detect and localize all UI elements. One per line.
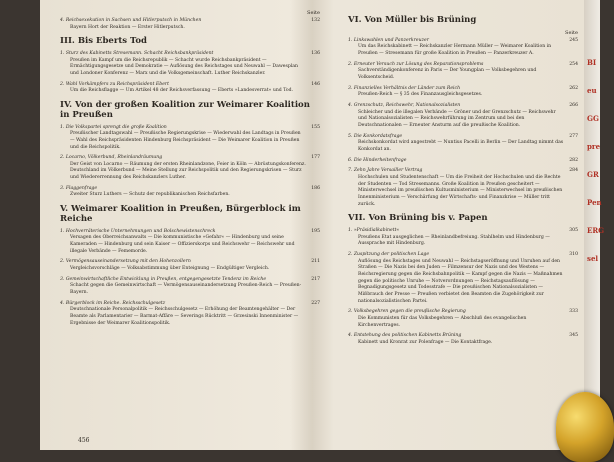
- left-page: [60, 10, 320, 446]
- entry-page: 195: [311, 228, 320, 234]
- gold-ring-object: [556, 392, 614, 462]
- entry-page: 136: [311, 51, 320, 57]
- chapter-heading: III. Bis Eberts Tod: [60, 36, 147, 47]
- edge-text-fragment: ERG: [587, 226, 605, 235]
- entry-page: 217: [311, 276, 320, 282]
- entry-description: Auflösung des Reichstages und Neuwahl — Reichstagseröffnung und Unruhen auf den Straßen — Die Nazis bei den Juden — Filmzensur der Nazis und des Westens — Reichsregierung gegen die Reichsbahnpolitik — Kampf gegen die Nazis — Maßnahmen gegen die politische Unruhe — Notverordnungen — Reichstagsauflösung — Begnadigungsgesetz und Todesstrafe — Die preußischen Nationalsozialisten — Mißbrauch der Presse — Preußen verbietet den Beamten die Zugehörigkeit zur nationalsozialistischen Partei.: [358, 258, 563, 304]
- toc-entry: [348, 62, 578, 82]
- chapter-heading: IV. Von der großen Koalition zur Weimarer Koalition in Preußen: [60, 100, 310, 120]
- left-page-number: 456: [78, 437, 90, 444]
- entry-page: 282: [569, 157, 578, 163]
- toc-entry: [348, 38, 578, 58]
- toc-entry: [348, 158, 578, 165]
- toc-entry: [348, 333, 578, 346]
- toc-entry: [348, 103, 578, 130]
- entry-title: 2. Vermögensauseinandersetzung mit den Hohenzollern: [60, 259, 191, 265]
- entry-title: 6. Die Hinderheitenfrage: [348, 157, 407, 163]
- toc-entry: [60, 301, 320, 328]
- entry-description: Hochschulen und Studentenschaft — Um die Freiheit der Hochschulen und die Rechte der Studenten — Tod Stresemanns. Große Koalition in Preußen gescheitert — Ministerwechsel im preußischen Kultusministerium — Ministerwechsel im preußischen Innenministerium — Verschärfung der Wirtschafts- und Finanzkrise — Müller tritt zurück.: [358, 174, 563, 207]
- entry-description: Sachverständigenkonferenz in Paris — Der Youngplan — Volksbegehren und Volksentscheid.: [358, 68, 537, 81]
- entry-page: 211: [311, 259, 320, 265]
- entry-page: 284: [569, 168, 578, 174]
- entry-title: 7. Zehn Jahre Versailler Vertrag: [348, 168, 423, 174]
- entry-description: Um das Reichskabinett — Reichskanzler Hermann Müller — Weimarer Koalition in Preußen — Stresemann für große Koalition in Preußen — Panzerkreuzer A.: [358, 44, 552, 57]
- book-spread: [40, 0, 584, 450]
- entry-title: 2. Wahl Vorkämpfers zu Reichspräsident Ebert: [60, 81, 169, 87]
- entry-page: 132: [311, 18, 320, 23]
- entry-description: Preußen-Reich — § 35 des Finanzausgleichsgesetzes.: [358, 92, 483, 98]
- entry-page: 186: [311, 185, 320, 191]
- entry-description: Versagen des Oberreichsanwalts — Die kommunistische »Gefahr« — Hindenburg und seine Kameraden — Hindenburg und sein Kaiser — Offizierskorps und Reichswehr — Reichswehr und illegale Verbände — Fememorde.: [70, 235, 295, 254]
- entry-description: Zweiter Sturz Luthers — Schutz der republikanischen Reichsfarben.: [70, 192, 230, 198]
- entry-title: 3. Gemeinwirtschaftliche Entwicklung in Preußen, entgegengesetzte Tendenz im Reiche: [60, 276, 267, 282]
- entry-page: 266: [569, 103, 578, 109]
- entry-title: 2. Zuspitzung der politischen Lage: [348, 251, 430, 257]
- entry-description: Bayern Hort der Reaktion — Erster Hitlerputsch.: [70, 24, 185, 30]
- entry-title: 1. »Präsidialkabinett«: [348, 227, 400, 233]
- right-page: [348, 10, 578, 446]
- entry-description: Schacht gegen die Gemeinwirtschaft — Vermögensauseinandersetzung Preußen-Reich — Preußen-Bayern.: [70, 283, 302, 295]
- toc-entry: [60, 155, 320, 182]
- entry-description: Deutschnationale Personalpolitik — Reichsschulgesetz — Erhöhung der Beamtengehälter — Der Beamte als Parlamentarier — Barmat-Affäre — Severings Rücktritt — Grzesinski Innenminister — Ergebnisse der Weimarer Koalitionspolitik.: [70, 307, 299, 326]
- entry-page: 310: [569, 251, 578, 257]
- entry-title: 1. Die Volkspartei sprengt die große Koalition: [60, 124, 167, 130]
- adjacent-book-edge: [584, 0, 600, 450]
- edge-text-fragment: sel: [587, 254, 599, 263]
- toc-entry: [348, 228, 578, 248]
- toc-entry: [60, 82, 320, 95]
- edge-text-fragment: GG: [587, 114, 599, 123]
- entry-title: 5. Die Konkordatsfrage: [348, 133, 403, 139]
- entry-page: 254: [569, 61, 578, 67]
- toc-entry: [348, 134, 578, 154]
- entry-page: 245: [569, 37, 578, 43]
- seite-label: Seite: [307, 10, 320, 16]
- seite-label: Seite: [565, 29, 578, 36]
- entry-description: Vergleichsvorschläge — Volksabstimmung über Enteignung — Endgültiger Vergleich.: [70, 265, 270, 271]
- entry-description: Der Geist von Locarno — Räumung der ersten Rheinlandzone, Feier in Köln — Abrüstungskonferenz. Deutschland im Völkerbund — Meine Stellung zur Reichspolitik und den Regierungskrisen — Sturz und Wiedererrennung des Reichskanzlers Luther.: [70, 161, 306, 181]
- entry-title: 2. Locarno, Völkerbund, Rheinlandräumung: [60, 155, 163, 161]
- entry-title: 3. Flaggenfrage: [60, 185, 98, 191]
- toc-entry: [60, 259, 320, 272]
- toc-entry: [348, 309, 578, 329]
- toc-entry: [60, 125, 320, 152]
- entry-page: 177: [311, 155, 320, 161]
- entry-title: 1. Hochverräterische Unternehmungen und Bolschewistenschreck: [60, 228, 216, 234]
- entry-page: 146: [311, 81, 320, 87]
- entry-title: 4. Bürgerblock im Reiche. Reichsschulgesetz: [60, 300, 166, 306]
- right-chapters: [348, 16, 578, 346]
- entry-title: 4. Reichsexekution in Sachsen und Hitlerputsch in München: [60, 18, 202, 23]
- edge-text-fragment: Pen: [587, 198, 602, 207]
- entry-title: 3. Volksbegehren gegen die preußische Regierung: [348, 309, 466, 315]
- toc-entry: [60, 18, 320, 31]
- entry-page: 227: [311, 300, 320, 306]
- entry-title: 4. Entstehung des politischen Kabinetts Brüning: [348, 333, 462, 339]
- entry-page: 262: [569, 85, 578, 91]
- entry-description: Preußens Etat ausgeglichen — Rheinlandbefreiung. Stahlhelm und Hindenburg — Aussprache mit Hindenburg.: [358, 234, 550, 247]
- entry-description: Schleicher und die illegalen Verbände — Gröner und der Grenzschutz — Reichswehr und Nationalsozialisten — Reichswehrführung im Zentrum und bei den Deutschnationalen — Erneuter Ansturm auf die preußische Koalition.: [358, 109, 556, 128]
- toc-entry: [60, 229, 320, 256]
- entry-page: 277: [569, 133, 578, 139]
- entry-page: 345: [569, 333, 578, 339]
- entry-title: 1. Linkswahlen und Panzerkreuzer: [348, 37, 429, 43]
- entry-page: 155: [311, 124, 320, 130]
- toc-entry: [348, 86, 578, 99]
- toc-entry: [60, 51, 320, 78]
- entry-page: 333: [569, 309, 578, 315]
- entry-title: 1. Sturz des Kabinetts Stresemann. Schacht Reichsbankpräsident: [60, 51, 214, 57]
- entry-description: Preußischer Landtagswahl — Preußische Regierungskrise — Wiederwahl des Landtags in Preußen — Wahl des Reichspräsidenten Hindenburg Reichspräsident — Die Weimarer Koalition in Preußen und die Reichspolitik.: [70, 131, 301, 150]
- toc-entry: [348, 252, 578, 305]
- chapter-heading: VII. Von Brüning bis v. Papen: [348, 213, 488, 224]
- edge-text-fragment: eu: [587, 86, 597, 95]
- entry-description: Um die Reichsflagge — Um Artikel 48 der Reichsverfassung — Eberts »Landesverrat« und Tod.: [70, 88, 294, 94]
- toc-entry: [60, 277, 320, 297]
- chapter-heading: VI. Von Müller bis Brüning: [348, 15, 477, 25]
- entry-description: Reichskonkordat wird angestrebt — Nuntius Pacelli in Berlin — Der Landtag nimmt das Konkordat an.: [358, 140, 564, 152]
- edge-text-fragment: pre: [587, 142, 601, 151]
- entry-description: Preußen im Kampf um die Reichsrepublik — Schacht wurde Reichsbankpräsident — Ermächtigungsgesetze und Demokratie — Auflösung des Reichstages und Neuwahl — Dawesplan und Londoner Konferenz — Marx und die Volksgemeinschaft. Luther Reichskanzler.: [70, 57, 298, 77]
- entry-title: 4. Grenzschutz, Reichswehr, Nationalsozialisten: [348, 103, 461, 109]
- entry-page: 305: [569, 227, 578, 233]
- entry-description: Kabinett und Kronrat zur Polenfrage — Die Kontaktfrage.: [358, 339, 493, 345]
- entry-description: Die Kommunisten für das Volksbegehren — Abschluß des evangelischen Kirchenvertrages.: [358, 315, 527, 328]
- entry-title: 3. Finanzielles Verhältnis der Länder zum Reich: [348, 85, 461, 91]
- entry-title: 2. Erneuter Versuch zur Lösung des Reparationsproblems: [348, 61, 484, 67]
- toc-entry: [348, 168, 578, 208]
- pre-entries: [60, 18, 320, 31]
- toc-entry: [60, 186, 320, 199]
- chapter-heading: V. Weimarer Koalition in Preußen, Bürgerblock im Reiche: [60, 204, 301, 224]
- edge-text-fragment: GR: [587, 170, 599, 179]
- edge-text-fragment: BI: [587, 58, 597, 67]
- left-chapters: [60, 37, 320, 327]
